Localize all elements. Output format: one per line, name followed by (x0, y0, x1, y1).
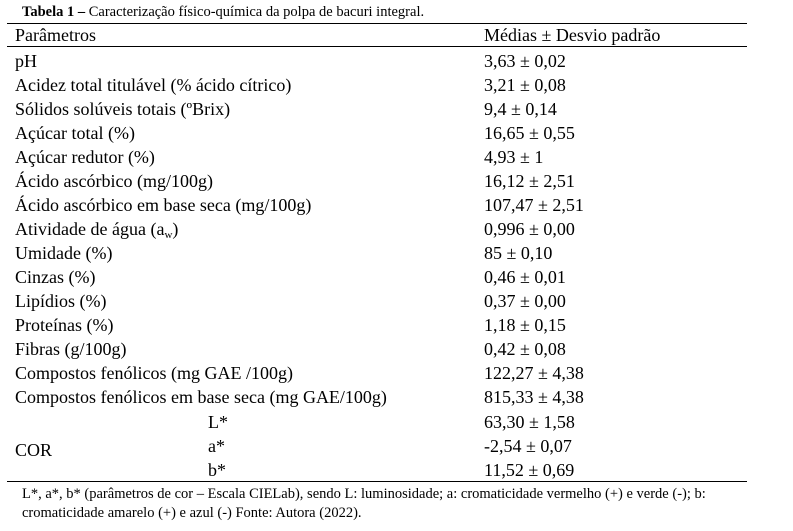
table-row (0, 97, 793, 121)
row-value: 9,4 ± 0,14 (484, 99, 557, 119)
row-parameter: Fibras (g/100g) (15, 339, 127, 359)
water-activity-label: Atividade de água (a (15, 219, 165, 239)
row-parameter: Lipídios (%) (15, 291, 107, 311)
row-parameter: Umidade (%) (15, 243, 113, 263)
header-parameters: Parâmetros (15, 25, 96, 45)
row-parameter: Compostos fenólicos em base seca (mg GAE/100g) (15, 387, 387, 407)
table-row (0, 193, 793, 217)
row-parameter: Açúcar total (%) (15, 123, 135, 143)
table-row (0, 73, 793, 97)
table-caption-label: Tabela 1 – (22, 4, 86, 20)
water-activity-close: ) (172, 219, 179, 239)
row-value: 16,65 ± 0,55 (484, 123, 575, 143)
row-parameter: Açúcar redutor (%) (15, 147, 155, 167)
water-activity-subscript: w (164, 229, 173, 241)
row-value: 85 ± 0,10 (484, 243, 553, 263)
cor-row (0, 410, 793, 434)
row-value: 1,18 ± 0,15 (484, 315, 566, 335)
table-row (0, 121, 793, 145)
header-rule (7, 46, 747, 47)
row-parameter: Proteínas (%) (15, 315, 114, 335)
row-value: 16,12 ± 2,51 (484, 171, 575, 191)
row-parameter: pH (15, 51, 37, 71)
table-row (0, 385, 793, 409)
row-value: 107,47 ± 2,51 (484, 195, 584, 215)
row-parameter: Compostos fenólicos (mg GAE /100g) (15, 363, 293, 383)
row-value: 0,46 ± 0,01 (484, 267, 566, 287)
row-parameter (15, 217, 178, 241)
table-header (0, 23, 793, 47)
row-value: 0,42 ± 0,08 (484, 339, 566, 359)
row-value: 3,21 ± 0,08 (484, 75, 566, 95)
table-row (0, 145, 793, 169)
row-value: 122,27 ± 4,38 (484, 363, 584, 383)
table-footnote: L*, a*, b* (parâmetros de cor – Escala CIELab), sendo L: luminosidade; a: cromaticidade vermelho (+) e verde (-); b: cromaticidade amarelo (+) e azul (-) Fonte: Autora (2022). (22, 486, 706, 521)
cor-row (0, 434, 793, 458)
row-parameter: Sólidos solúveis totais (ºBrix) (15, 99, 231, 119)
table-row (0, 361, 793, 385)
table-row (0, 217, 793, 241)
row-value: 815,33 ± 4,38 (484, 387, 584, 407)
table-row (0, 241, 793, 265)
table-caption (22, 3, 424, 21)
table-row (0, 289, 793, 313)
table-row (0, 265, 793, 289)
row-parameter: Ácido ascórbico (mg/100g) (15, 171, 213, 191)
row-parameter: Ácido ascórbico em base seca (mg/100g) (15, 195, 312, 215)
bottom-rule (7, 481, 747, 482)
row-value: 4,93 ± 1 (484, 147, 544, 167)
table-caption-text: Caracterização físico-química da polpa de bacuri integral. (88, 4, 425, 20)
cor-row (0, 458, 793, 482)
header-means: Médias ± Desvio padrão (484, 25, 661, 45)
table-row (0, 49, 793, 73)
table-row (0, 169, 793, 193)
table-row (0, 337, 793, 361)
cor-label: COR (15, 440, 53, 460)
row-parameter: Cinzas (%) (15, 267, 96, 287)
cor-value: 11,52 ± 0,69 (484, 460, 575, 480)
cor-parameter: b* (208, 460, 226, 480)
cor-value: 63,30 ± 1,58 (484, 412, 575, 432)
cor-parameter: L* (208, 412, 228, 432)
row-parameter: Acidez total titulável (% ácido cítrico) (15, 75, 292, 95)
row-value: 3,63 ± 0,02 (484, 51, 566, 71)
row-value: 0,37 ± 0,00 (484, 291, 566, 311)
cor-value: -2,54 ± 0,07 (484, 436, 572, 456)
table-row (0, 313, 793, 337)
cor-parameter: a* (208, 436, 225, 456)
row-value: 0,996 ± 0,00 (484, 219, 575, 239)
